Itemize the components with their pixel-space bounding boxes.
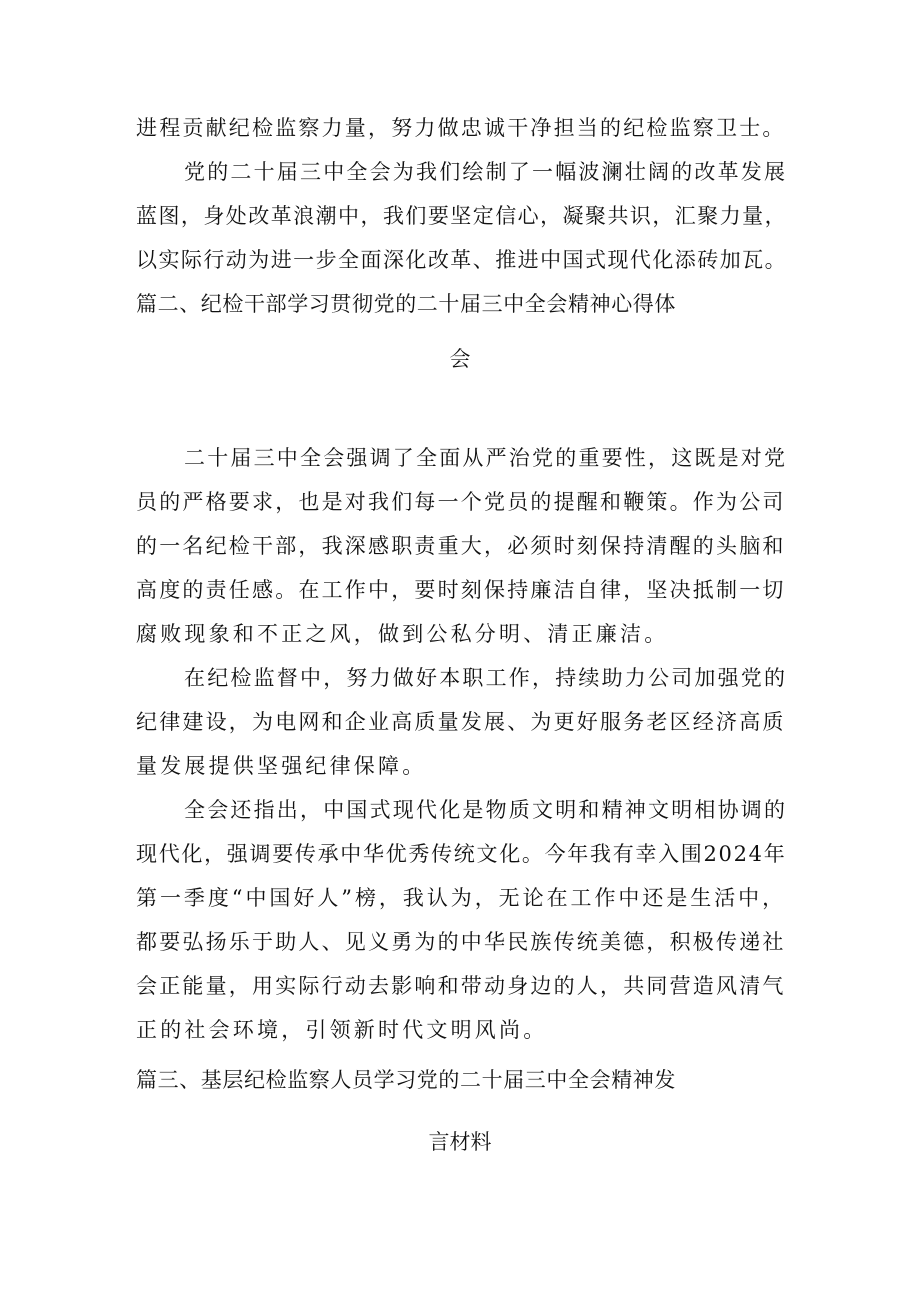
text-line: 腐败现象和不正之风，做到公私分明、清正廉洁。 bbox=[136, 622, 669, 646]
section-heading-continued: 会 bbox=[449, 347, 471, 371]
text-line: 党的二十届三中全会为我们绘制了一幅波澜壮阔的改革发展 bbox=[184, 160, 788, 184]
text-line: 蓝图，身处改革浪潮中，我们要坚定信心，凝聚共识，汇聚力量， bbox=[136, 204, 788, 228]
text-line: 以实际行动为进一步全面深化改革、推进中国式现代化添砖加瓦。 bbox=[136, 248, 788, 272]
text-line: 纪律建设，为电网和企业高质量发展、为更好服务老区经济高质 bbox=[136, 710, 786, 734]
text-line: 现代化，强调要传承中华优秀传统文化。今年我有幸入围2024年 bbox=[136, 842, 787, 866]
text-line: 进程贡献纪检监察力量，努力做忠诚干净担当的纪检监察卫士。 bbox=[136, 116, 786, 140]
text-line: 量发展提供坚强纪律保障。 bbox=[136, 754, 427, 778]
text-line: 第一季度“中国好人”榜，我认为，无论在工作中还是生活中， bbox=[136, 886, 787, 910]
text-line: 在纪检监督中，努力做好本职工作，持续助力公司加强党的 bbox=[184, 666, 788, 690]
section-heading: 篇二、纪检干部学习贯彻党的二十届三中全会精神心得体 bbox=[136, 292, 676, 316]
text-line: 全会还指出，中国式现代化是物质文明和精神文明相协调的 bbox=[184, 798, 788, 822]
text-line: 员的严格要求，也是对我们每一个党员的提醒和鞭策。作为公司 bbox=[136, 490, 786, 514]
section-heading: 篇三、基层纪检监察人员学习党的二十届三中全会精神发 bbox=[136, 1068, 676, 1092]
text-line: 会正能量，用实际行动去影响和带动身边的人，共同营造风清气 bbox=[136, 974, 786, 998]
text-line: 高度的责任感。在工作中，要时刻保持廉洁自律，坚决抵制一切 bbox=[136, 578, 786, 602]
text-line: 都要弘扬乐于助人、见义勇为的中华民族传统美德，积极传递社 bbox=[136, 930, 786, 954]
section-heading-continued: 言材料 bbox=[428, 1130, 492, 1154]
text-line: 正的社会环境，引领新时代文明风尚。 bbox=[136, 1018, 548, 1042]
text-line: 二十届三中全会强调了全面从严治党的重要性，这既是对党 bbox=[184, 446, 788, 470]
text-line: 的一名纪检干部，我深感职责重大，必须时刻保持清醒的头脑和 bbox=[136, 534, 786, 558]
